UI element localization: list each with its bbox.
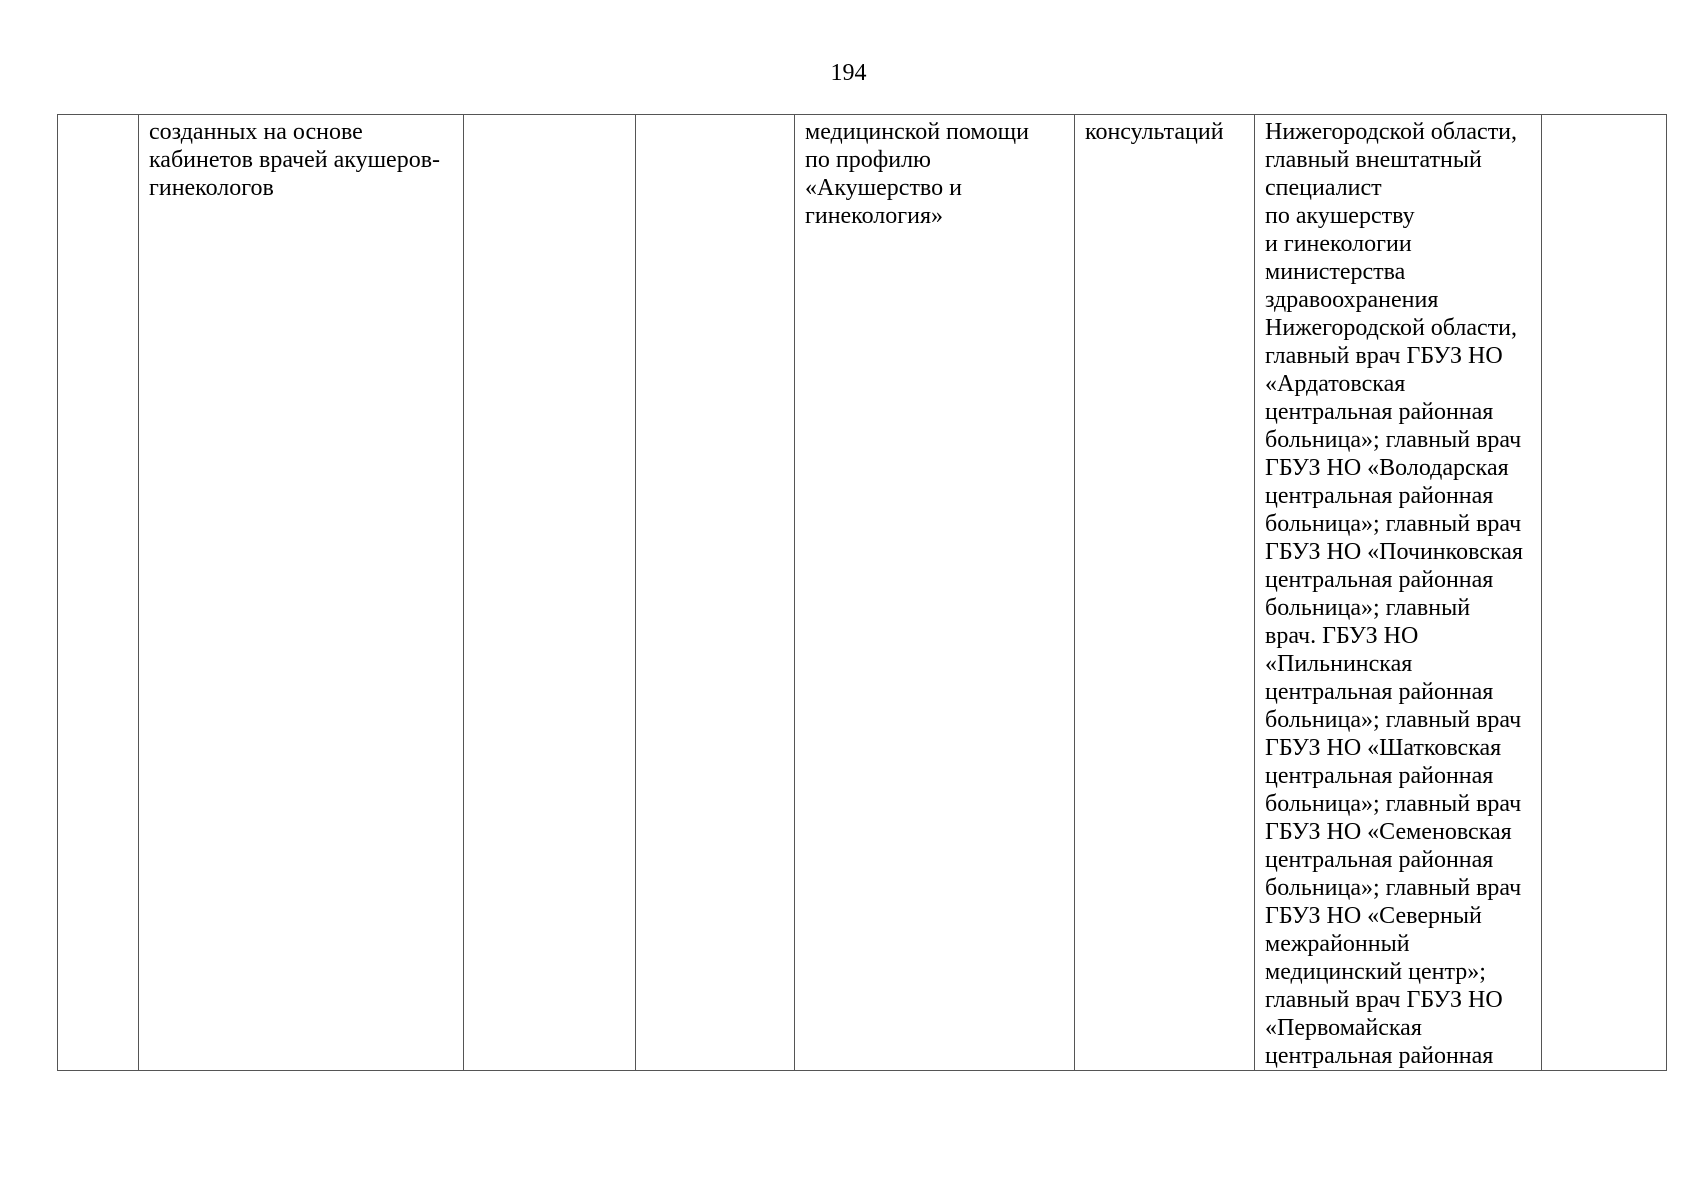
cell-empty-3 [464,115,636,1071]
cell-number [58,115,139,1071]
table-row [58,115,1667,1071]
cell-consultations: консультаций [1075,115,1255,1071]
cell-empty-8 [1542,115,1667,1071]
page-number: 194 [830,60,867,86]
cell-responsible-persons: Нижегородской области, главный внештатный специалист по акушерству и гинекологии министерства здравоохранения Нижегородской области, главный врач ГБУЗ НО «Ардатовская центральная районная больница»; главный врач ГБУЗ НО «Володарская центральная районная больница»; главный врач ГБУЗ НО «Починковская центральная районная больница»; главный врач. ГБУЗ НО «Пильнинская центральная районная больница»; главный врач ГБУЗ НО «Шатковская центральная районная больница»; главный врач ГБУЗ НО «Семеновская центральная районная больница»; главный врач ГБУЗ НО «Северный межрайонный медицинский центр»; главный врач ГБУЗ НО «Первомайская центральная районная [1255,115,1542,1071]
document-table [57,114,1667,1071]
cell-medical-care-profile: медицинской помощи по профилю «Акушерство и гинекология» [795,115,1075,1071]
cell-empty-4 [636,115,795,1071]
cell-measure-name: созданных на основе кабинетов врачей акушеров- гинекологов [139,115,464,1071]
